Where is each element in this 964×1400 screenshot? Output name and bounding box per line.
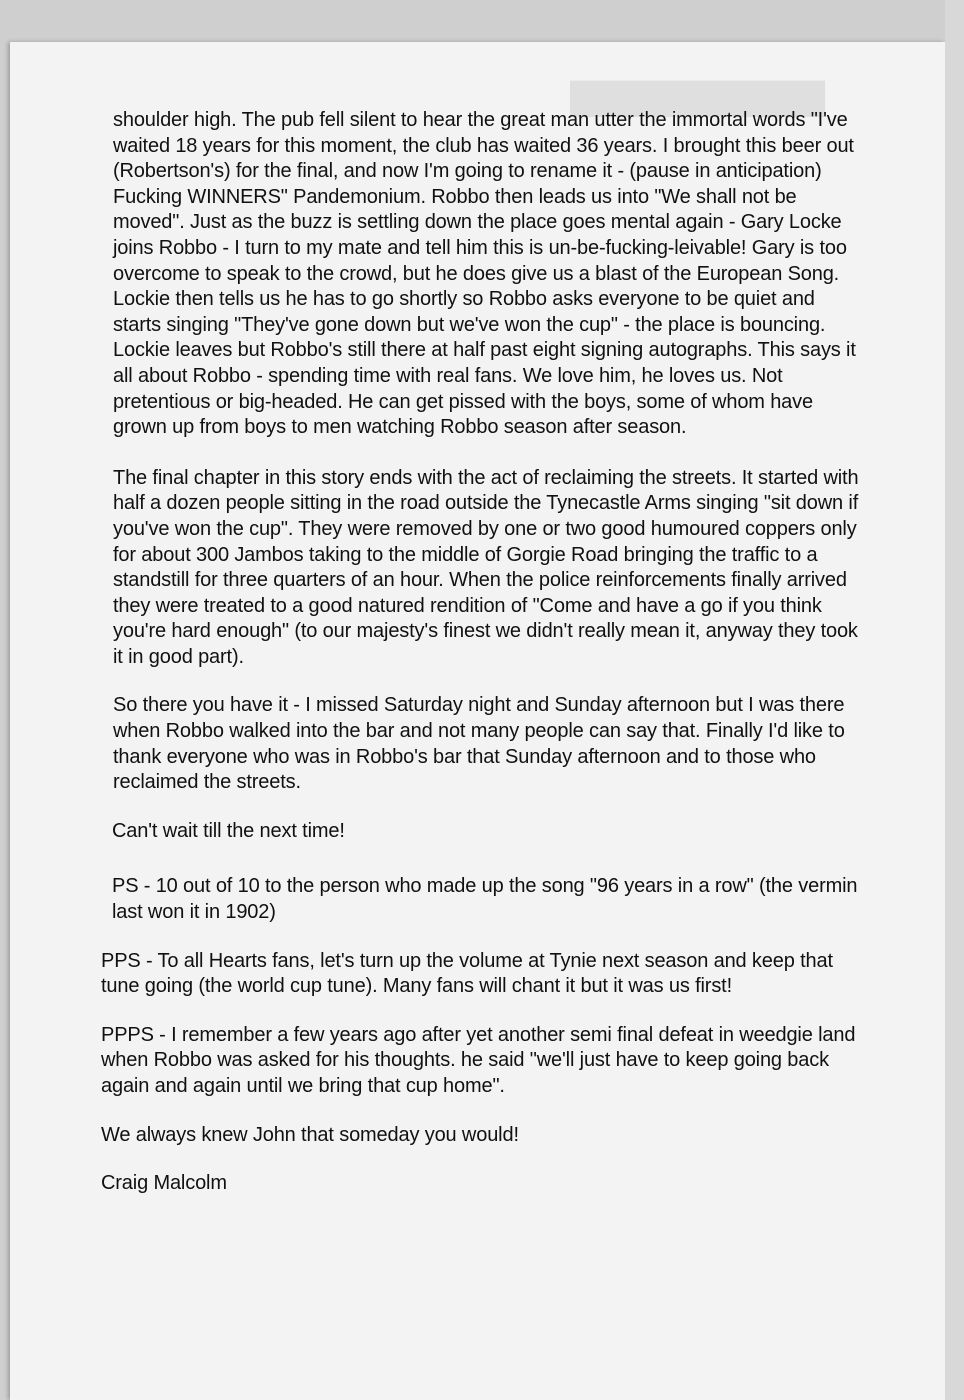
bleed-through: ████████████ [570,82,826,115]
author-signature: Craig Malcolm [101,1172,227,1195]
paragraph-robbo-speech: shoulder high. The pub fell silent to hear the great man utter the immortal words "I've waited 18 years for this moment, the club has waited 36 years. I brought this beer out (Robertson's) for the final, and now I'm going to rename it - (pause in anticipation) Fucking WINNERS" Pandemonium. Robbo then leads us into "We shall not be moved". Just as the buzz is settling down the place goes mental again - Gary Locke joins Robbo - I turn to my mate and tell him this is un-be-fucking-leivable! Gary is too overcome to speak to the crowd, but he does give us a blast of the European Song. Lockie then tells us he has to go shortly so Robbo asks everyone to be quiet and starts singing "They've gone down but we've won the cup" - the place is bouncing. Lockie leaves but Robbo's still there at half past eight signing autographs. This says it all about Robbo - spending time with real fans. We love him, he loves us. Not pretentious or big-headed. He can get pissed with the boys, some of whom have grown up from boys to men watching Robbo season after season. [113,109,856,439]
paragraph-reclaiming-streets: The final chapter in this story ends with the act of reclaiming the streets. It started with half a dozen people sitting in the road outside the Tynecastle Arms singing "sit down if you've won the cup". They were removed by one or two good humoured coppers only for about 300 Jambos taking to the middle of Gorgie Road bringing the traffic to a standstill for three quarters of an hour. When the police reinforcements finally arrived they were treated to a good natured rendition of "Come and have a go if you think you're hard enough" (to our majesty's finest we didn't really mean it, anyway they took it in good part). [113,466,859,668]
document-page [10,42,945,1400]
paragraph-always-knew: We always knew John that someday you would! [101,1123,519,1146]
paragraph-so-there: So there you have it - I missed Saturday night and Sunday afternoon but I was there when Robbo walked into the bar and not many people can say that. Finally I'd like to thank everyone who was in Robbo's bar that Sunday afternoon and to those who reclaimed the streets. [113,694,845,794]
paragraph-ppps: PPPS - I remember a few years ago after yet another semi final defeat in weedgie land when Robbo was asked for his thoughts. he said "we'll just have to keep going back again and again until we bring that cup home". [101,1023,856,1097]
page-edge [945,0,964,1400]
paragraph-cant-wait: Can't wait till the next time! [112,819,345,842]
article-body [101,108,863,1220]
paragraph-ps: PS - 10 out of 10 to the person who made up the song "96 years in a row" (the vermin last won it in 1902) [112,875,858,924]
paragraph-pps: PPS - To all Hearts fans, let's turn up the volume at Tynie next season and keep that tune going (the world cup tune). Many fans will chant it but it was us first! [101,949,833,998]
